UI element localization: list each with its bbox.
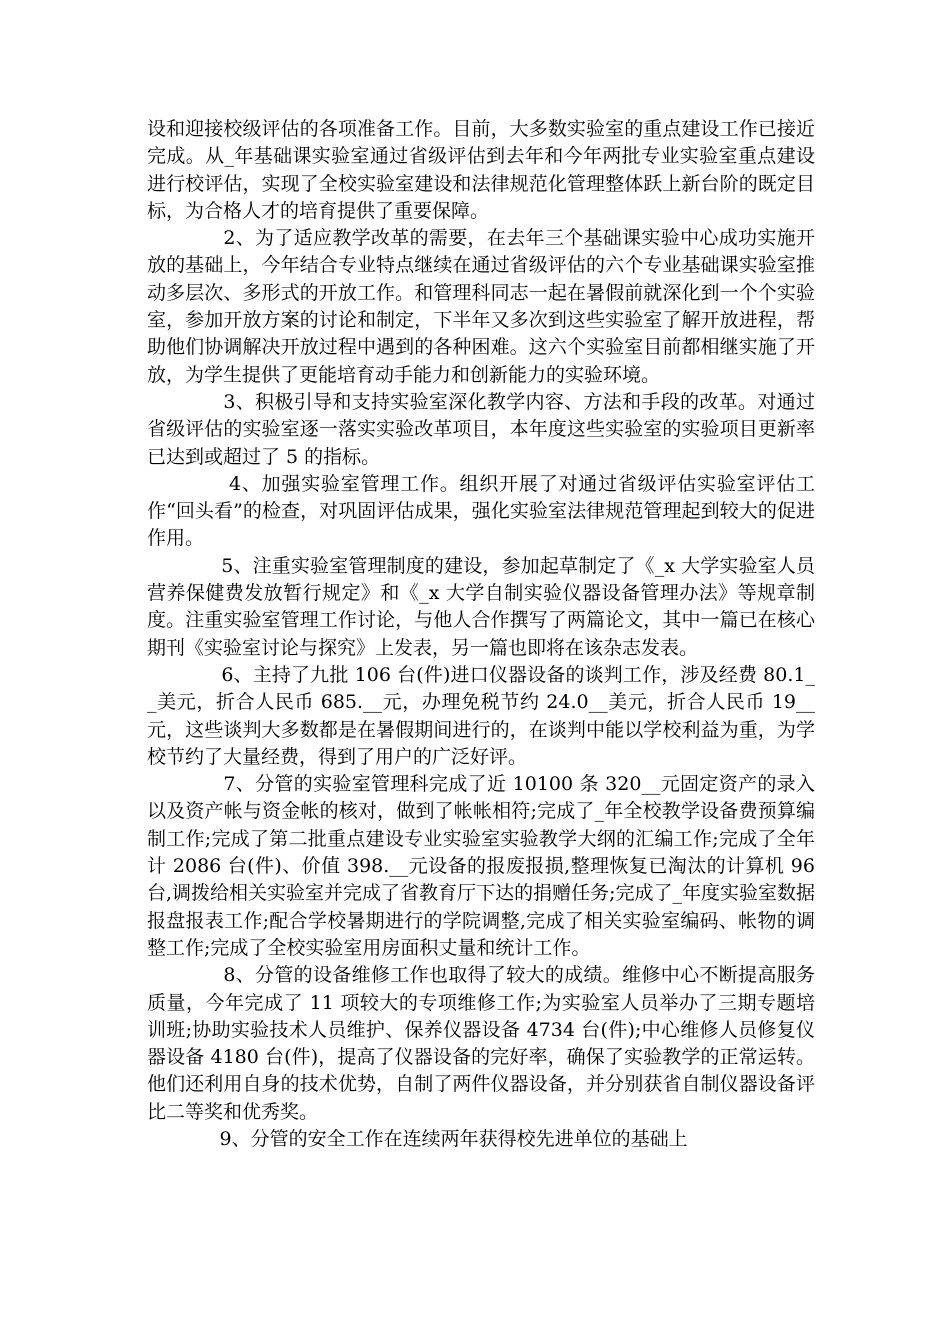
paragraph-9: 9、分管的安全工作在连续两年获得校先进单位的基础上 — [147, 1127, 688, 1150]
document-page — [147, 116, 822, 1153]
paragraph-3: 3、积极引导和支持实验室深化教学内容、方法和手段的改革。对通过省级评估的实验室逐一落实实验改革项目，本年度这些实验室的实验项目更新率已达到或超过了 5 的指标。 — [147, 390, 815, 468]
paragraph-5: 5、注重实验室管理制度的建设，参加起草制定了《_x 大学实验室人员营养保健费发放暂行规定》和《_x 大学自制实验仪器设备管理办法》等规章制度。注重实验室管理工作讨论，与他人合作撰写了两篇论文，其中一篇已在核心期刊《实验室讨论与探究》上发表，另一篇也即将在该杂志发表。 — [147, 554, 815, 659]
paragraph-7: 7、分管的实验室管理科完成了近 10100 条 320__元固定资产的录入以及资产帐与资金帐的核对，做到了帐帐相符;完成了_年全校教学设备费预算编制工作;完成了第二批重点建设专业实验室实验教学大纲的汇编工作;完成了全年计 2086 台(件)、价值 398.__元设备的报废报损,整理恢复已淘汰的计算机 96 台,调拨给相关实验室并完成了省教育厅下达的捐赠任务;完成了_年度实验室数据报盘报表工作;配合学校暑期进行的学院调整,完成了相关实验室编码、帐物的调整工作;完成了全校实验室用房面积丈量和统计工作。 — [147, 773, 822, 959]
paragraph-4: 4、加强实验室管理工作。组织开展了对通过省级评估实验室评估工作“回头看”的检查，对巩固评估成果，强化实验室法律规范管理起到较大的促进作用。 — [147, 472, 815, 550]
paragraph-2: 2、为了适应教学改革的需要，在去年三个基础课实验中心成功实施开放的基础上，今年结合专业特点继续在通过省级评估的六个专业基础课实验室推动多层次、多形式的开放工作。和管理科同志一起在暑假前就深化到一个个实验室，参加开放方案的讨论和制定，下半年又多次到这些实验室了解开放进程，帮助他们协调解决开放过程中遇到的各种困难。这六个实验室目前都相继实施了开放，为学生提供了更能培育动手能力和创新能力的实验环境。 — [147, 227, 815, 386]
paragraph-6: 6、主持了九批 106 台(件)进口仪器设备的谈判工作，涉及经费 80.1__美元，折合人民币 685.__元，办理免税节约 24.0__美元，折合人民币 19__元，这些谈判大多数都是在暑假期间进行的，在谈判中能以学校利益为重，为学校节约了大量经费，得到了用户的广泛好评。 — [147, 663, 815, 768]
paragraph-1: 设和迎接校级评估的各项准备工作。目前，大多数实验室的重点建设工作已接近完成。从_年基础课实验室通过省级评估到去年和今年两批专业实验室重点建设进行校评估，实现了全校实验室建设和法律规范化管理整体跃上新台阶的既定目标，为合格人才的培育提供了重要保障。 — [147, 118, 815, 222]
paragraph-8: 8、分管的设备维修工作也取得了较大的成绩。维修中心不断提高服务质量，今年完成了 11 项较大的专项维修工作;为实验室人员举办了三期专题培训班;协助实验技术人员维护、保养仪器设备 4734 台(件);中心维修人员修复仪器设备 4180 台(件)，提高了仪器设备的完好率，确保了实验教学的正常运转。他们还利用自身的技术优势，自制了两件仪器设备，并分别获省自制仪器设备评比二等奖和优秀奖。 — [147, 964, 815, 1123]
